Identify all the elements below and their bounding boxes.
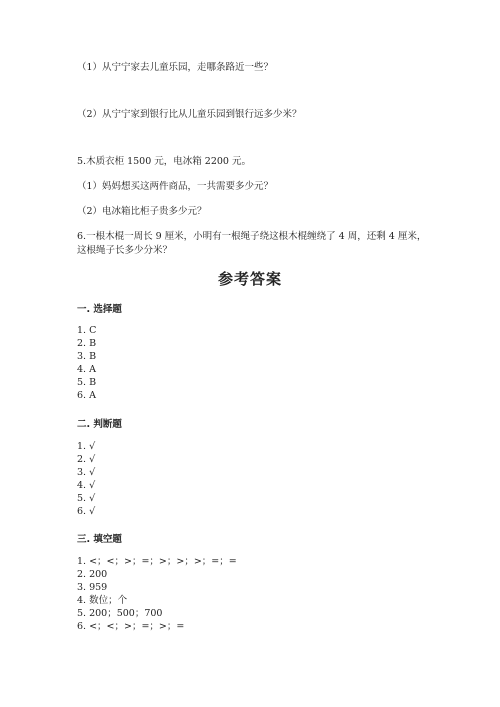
answer-item: 2. B [77,338,97,349]
answer-list-fill-in [77,555,237,633]
answer-item: 3. √ [77,467,96,478]
question-5: 5.木质衣柜 1500 元，电冰箱 2200 元。 [77,156,251,167]
answer-item: 6. √ [77,506,96,517]
answer-item: 3. B [77,351,97,362]
answer-item: 2. √ [77,454,96,465]
answer-item: 2. 200 [77,569,108,580]
answer-item: 6. <；<；>；=；>；= [77,621,185,632]
question-4-part-1: （1）从宁宁家去儿童乐园，走哪条路近一些？ [77,62,274,73]
section-heading-choice: 一. 选择题 [77,304,122,315]
question-6: 6.一根木棍一周长 9 厘米，小明有一根绳子绕这根木棍缠绕了 4 周，还剩 4 厘米，这根绳子长多少分米？ [77,231,427,256]
section-heading-judgement: 二. 判断题 [77,419,122,430]
answer-item: 1. <；<；>；=；>；>；>；=；= [77,556,237,567]
answer-item: 1. C [77,325,97,336]
section-heading-fill-in: 三. 填空题 [77,534,122,545]
answer-item: 5. B [77,377,97,388]
answers-title: 参考答案 [217,270,282,288]
answer-item: 4. 数位；个 [77,595,128,606]
answer-list-judgement [77,440,95,518]
answer-item: 6. A [77,390,96,401]
answer-item: 4. √ [77,480,96,491]
question-5-part-2: （2）电冰箱比柜子贵多少元？ [77,206,207,217]
answer-list-choice [77,324,96,402]
answer-item: 1. √ [77,441,96,452]
question-5-part-1: （1）妈妈想买这两件商品，一共需要多少元？ [77,181,274,192]
question-4-part-2: （2）从宁宁家到银行比从儿童乐园到银行远多少米？ [77,109,302,120]
answer-item: 5. 200；500；700 [77,608,163,619]
answer-item: 5. √ [77,493,96,504]
answer-item: 4. A [77,364,96,375]
answer-item: 3. 959 [77,582,108,593]
